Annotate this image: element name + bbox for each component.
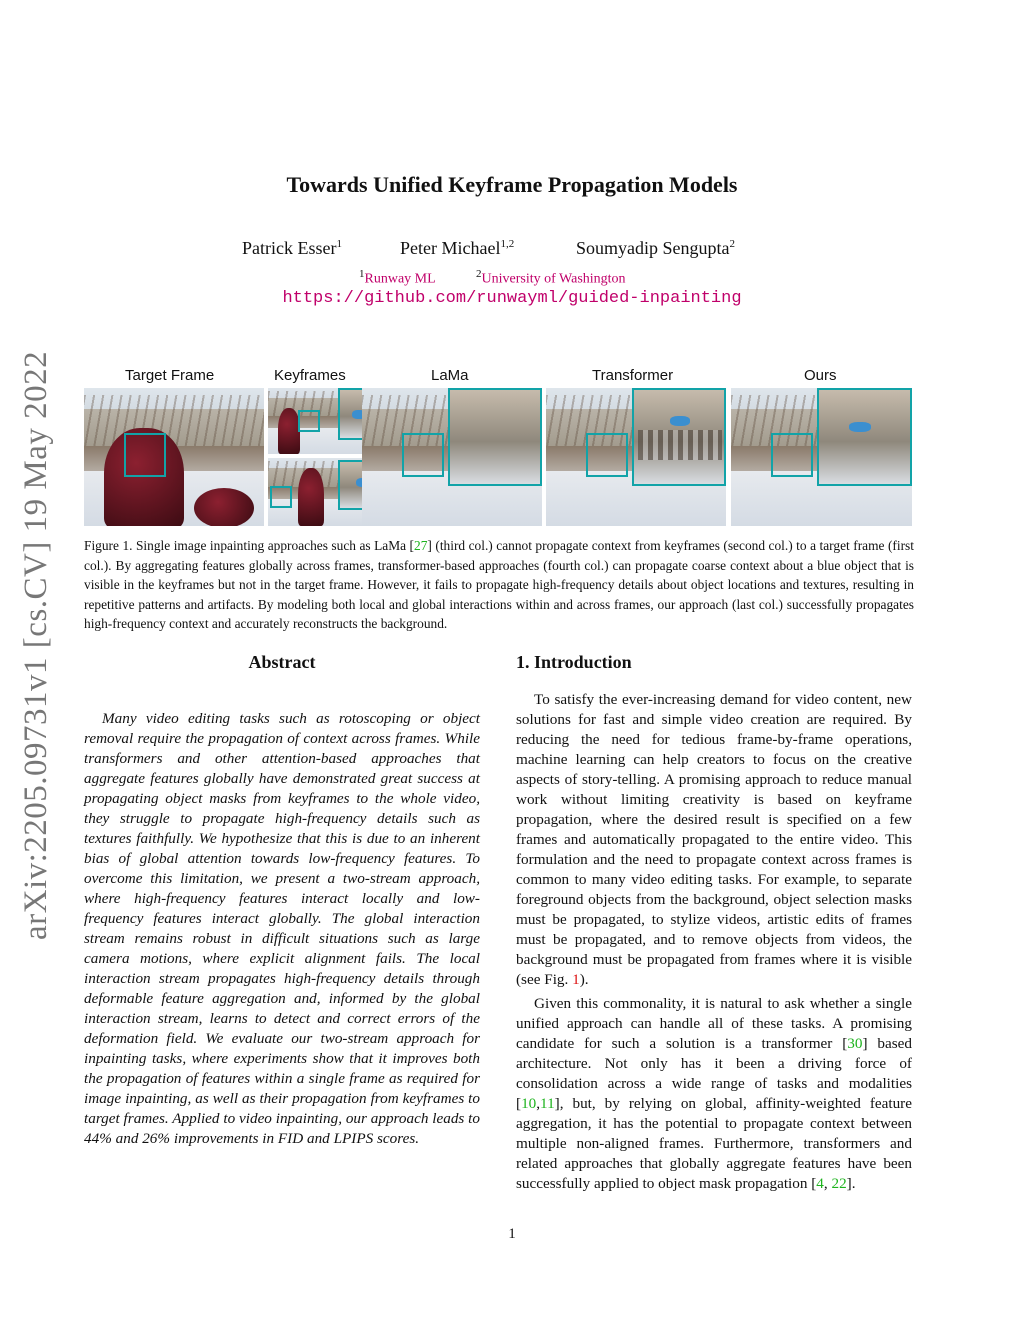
author-3: Soumyadip Sengupta$^2$ [576, 238, 735, 258]
arxiv-stamp: arXiv:2205.09731v1 [cs.CV] 19 May 2022 [18, 350, 54, 940]
intro-paragraph-1: To satisfy the ever-increasing demand for video content, new solutions for fast and simple video creation are required. By reducing the need for tedious frame-by-frame operations, machine learning can help creators to focus on the creative aspects of story-telling. A promising approach to reduce manual work without limiting creativity is based on keyframe propagation, where the desired result is specified on a few frames and automatically propagated to the entire video. This formulation and the need to propagate context across frames is common to many video editing tasks. For example, to separate foreground objects from the background, object selection masks must be propagated, to stylize videos, artistic edits of frames must be propagated, and to remove objects from videos, the background must be propagated from frames where it is visible (see Fig. 1). [516, 691, 912, 988]
panel-target-frame [84, 388, 264, 526]
repo-link[interactable]: https://github.com/runwayml/guided-inpainting [282, 289, 742, 308]
col-head-keyframes: Keyframes [274, 367, 346, 384]
author-2: Peter Michael$^{1,2}$ [400, 238, 515, 258]
col-head-target: Target Frame [125, 367, 215, 384]
panel-lama [362, 388, 542, 526]
panel-transformer [546, 388, 726, 526]
target-box [124, 433, 166, 477]
figure-caption: Figure 1. Single image inpainting approaches such as LaMa [27] (third col.) cannot propagate context from keyframes (second col.) to a target frame (first col.). By aggregating features globally across frames, transformer-based approaches (fourth col.) can propagate coarse context about a blue object that is visible in the keyframes but not in the target frame. However, it fails to propagate high-frequency details about object locations and textures, resulting in repetitive patterns and artifacts. By modeling both local and global interactions within and across frames, our approach (last col.) successfully propagates high-frequency context and accurately reconstructs the background. [84, 538, 914, 632]
masked-object [194, 488, 254, 526]
intro-paragraph-2: Given this commonality, it is natural to ask whether a single unified approach can handle all of these tasks. A promising candidate for such a solution is a transformer [30] based architecture. Not only has it been a driving force of consolidation across a wide range of tasks and modalities [10,11], but, by relying on global, affinity-weighted feature aggregation, it has the potential to propagate context between multiple non-aligned frames. Furthermore, transformers and related approaches that globally aggregate features have been successfully applied to object mask propagation [4, 22]. [516, 995, 912, 1192]
paper-title: Towards Unified Keyframe Propagation Models [286, 172, 738, 197]
introduction-heading: 1. Introduction [516, 652, 632, 672]
abstract-heading: Abstract [248, 652, 316, 672]
affiliation-1: $^1$Runway ML [359, 268, 436, 287]
panel-ours [731, 388, 912, 526]
col-head-lama: LaMa [431, 367, 469, 384]
abstract-text: Many video editing tasks such as rotoscoping or object removal require the propagation of context across frames. While transformers and other attention-based approaches that aggregate features globally have demonstrated great success at propagating object masks from keyframes to the whole video, they struggle to propagate high-frequency details such as textures faithfully. We hypothesize that this is due to an inherent bias of global attention towards low-frequency features. To overcome this limitation, we present a two-stream approach, where high-frequency features interact locally and low-frequency features interact globally. The global interaction stream remains robust in difficult situations such as large camera motions, where explicit alignment fails. The local interaction stream propagates high-frequency details through deformable feature aggregation and, informed by the global interaction stream, learns to detect and correct errors of the deformation field. We evaluate our two-stream approach for inpainting tasks, where experiments show that it improves both the propagation of features within a single frame as required for image inpainting, as well as their propagation from keyframes to target frames. Applied to video inpainting, our approach leads to 44% and 26% improvements in FID and LPIPS scores. [84, 710, 480, 1147]
col-head-transformer: Transformer [592, 367, 674, 384]
col-head-ours: Ours [804, 367, 837, 384]
author-1: Patrick Esser$^1$ [242, 238, 342, 258]
affiliation-2: $^2$University of Washington [476, 268, 626, 287]
page-number: 1 [508, 1226, 516, 1242]
